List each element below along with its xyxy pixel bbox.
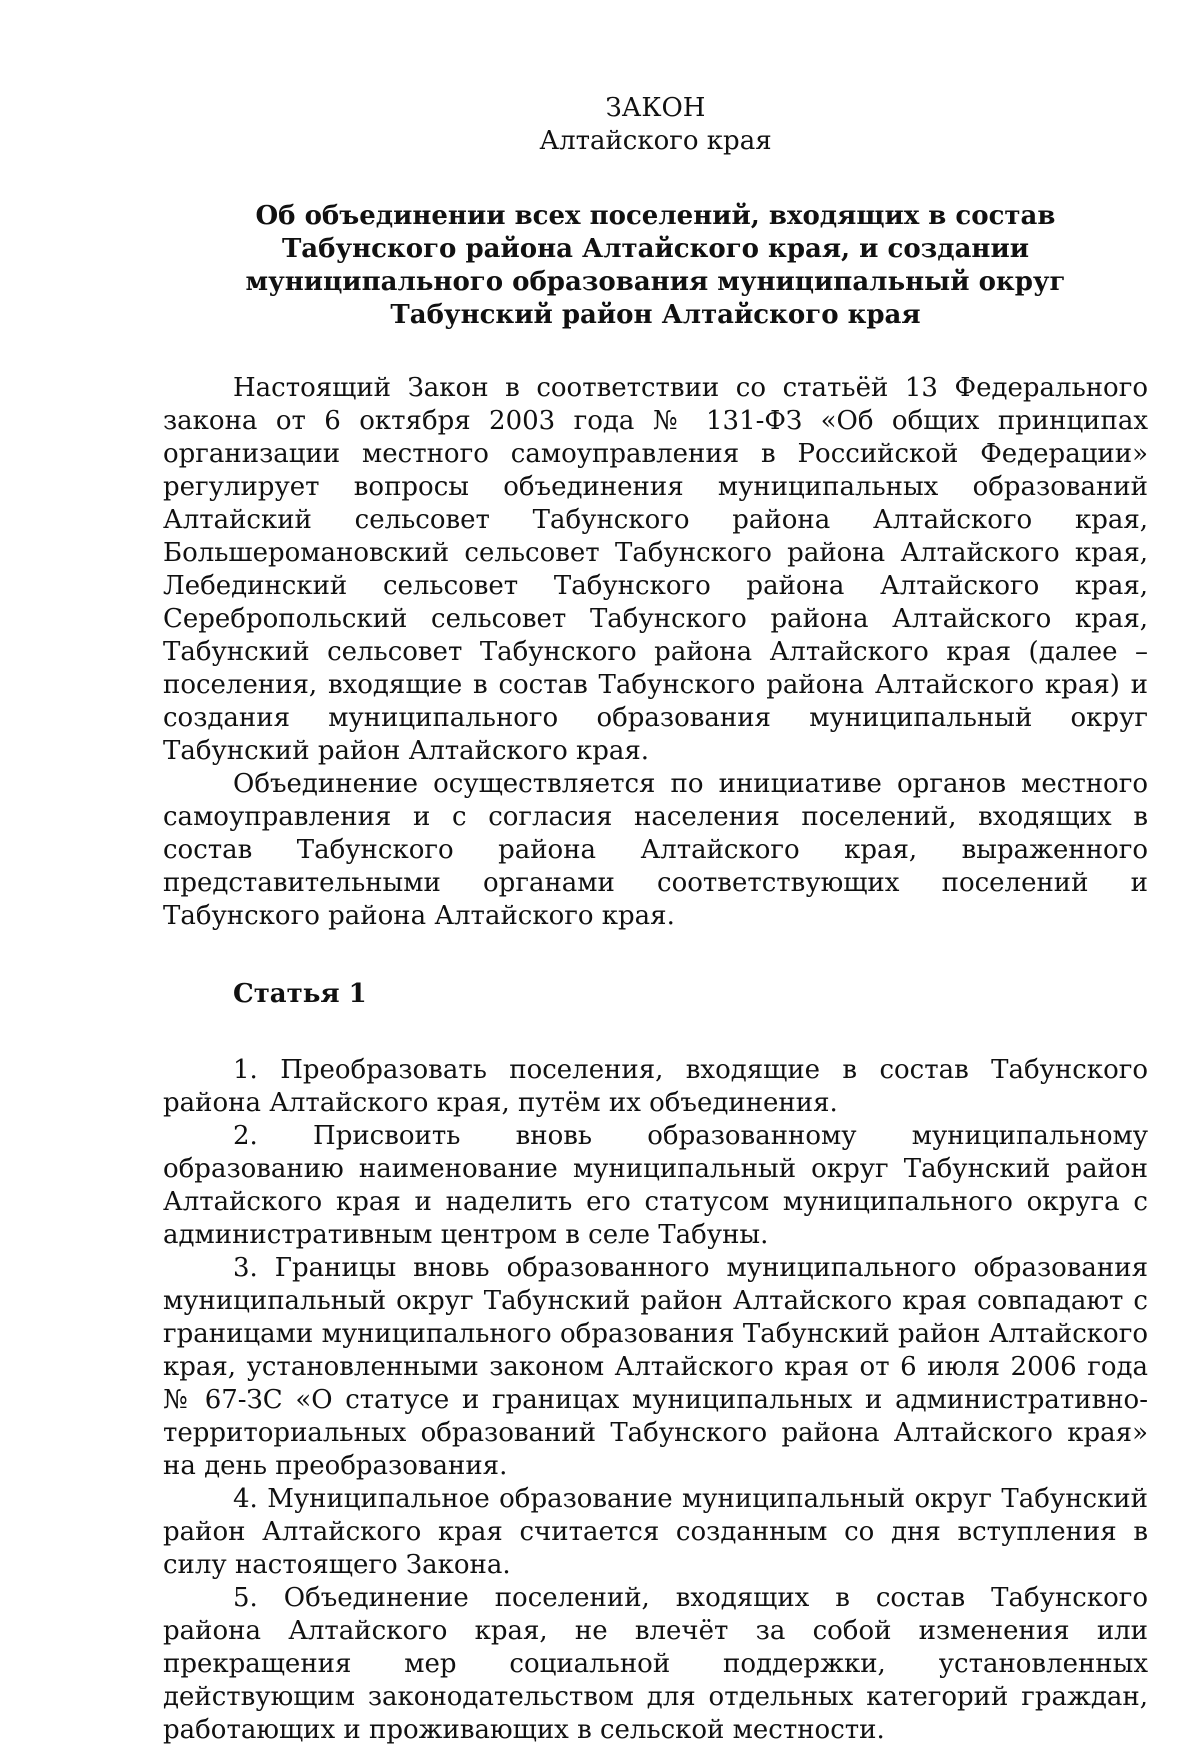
law-title: Об объединении всех поселений, входящих в состав Табунского района Алтайского края, и создании муниципального образования муниципальный округ Табунский район Алтайского края bbox=[245, 201, 1066, 330]
intro-paragraph: Объединение осуществляется по инициативе органов местного самоуправления и с согласия населения поселений, входящих в состав Табунского района Алтайского края, выраженного представительными органами соответствующих поселений и Табунского района Алтайского края. bbox=[163, 769, 1148, 931]
article-item: 2. Присвоить вновь образованному муниципальному образованию наименование муниципальный округ Табунский район Алтайского края и наделить его статусом муниципального округа с административным центром в селе Табуны. bbox=[163, 1121, 1148, 1250]
article-heading: Статья 1 bbox=[233, 979, 367, 1009]
law-region-heading: Алтайского края bbox=[539, 126, 772, 156]
document-content bbox=[163, 92, 1148, 1747]
article-item: 5. Объединение поселений, входящих в состав Табунского района Алтайского края, не влечёт за собой изменения или прекращения мер социальной поддержки, установленных действующим законодательством для отдельных категорий граждан, работающих и проживающих в сельской местности. bbox=[163, 1583, 1148, 1745]
article-item: 3. Границы вновь образованного муниципального образования муниципальный округ Табунский район Алтайского края совпадают с границами муниципального образования Табунский район Алтайского края, установленными законом Алтайского края от 6 июля 2006 года № 67-ЗС «О статусе и границах муниципальных и административно-территориальных образований Табунского района Алтайского края» на день преобразования. bbox=[163, 1253, 1148, 1481]
article-item: 1. Преобразовать поселения, входящие в состав Табунского района Алтайского края, путём их объединения. bbox=[163, 1055, 1148, 1118]
article-item: 4. Муниципальное образование муниципальный округ Табунский район Алтайского края считается созданным со дня вступления в силу настоящего Закона. bbox=[163, 1484, 1148, 1580]
law-kind-heading: ЗАКОН bbox=[605, 93, 706, 123]
intro-paragraph: Настоящий Закон в соответствии со статьёй 13 Федерального закона от 6 октября 2003 года № 131-ФЗ «Об общих принципах организации местного самоуправления в Российской Федерации» регулирует вопросы объединения муниципальных образований Алтайский сельсовет Табунского района Алтайского края, Большеромановский сельсовет Табунского района Алтайского края, Лебединский сельсовет Табунского района Алтайского края, Серебропольский сельсовет Табунского района Алтайского края, Табунский сельсовет Табунского района Алтайского края (далее – поселения, входящие в состав Табунского района Алтайского края) и создания муниципального образования муниципальный округ Табунский район Алтайского края. bbox=[163, 373, 1148, 766]
